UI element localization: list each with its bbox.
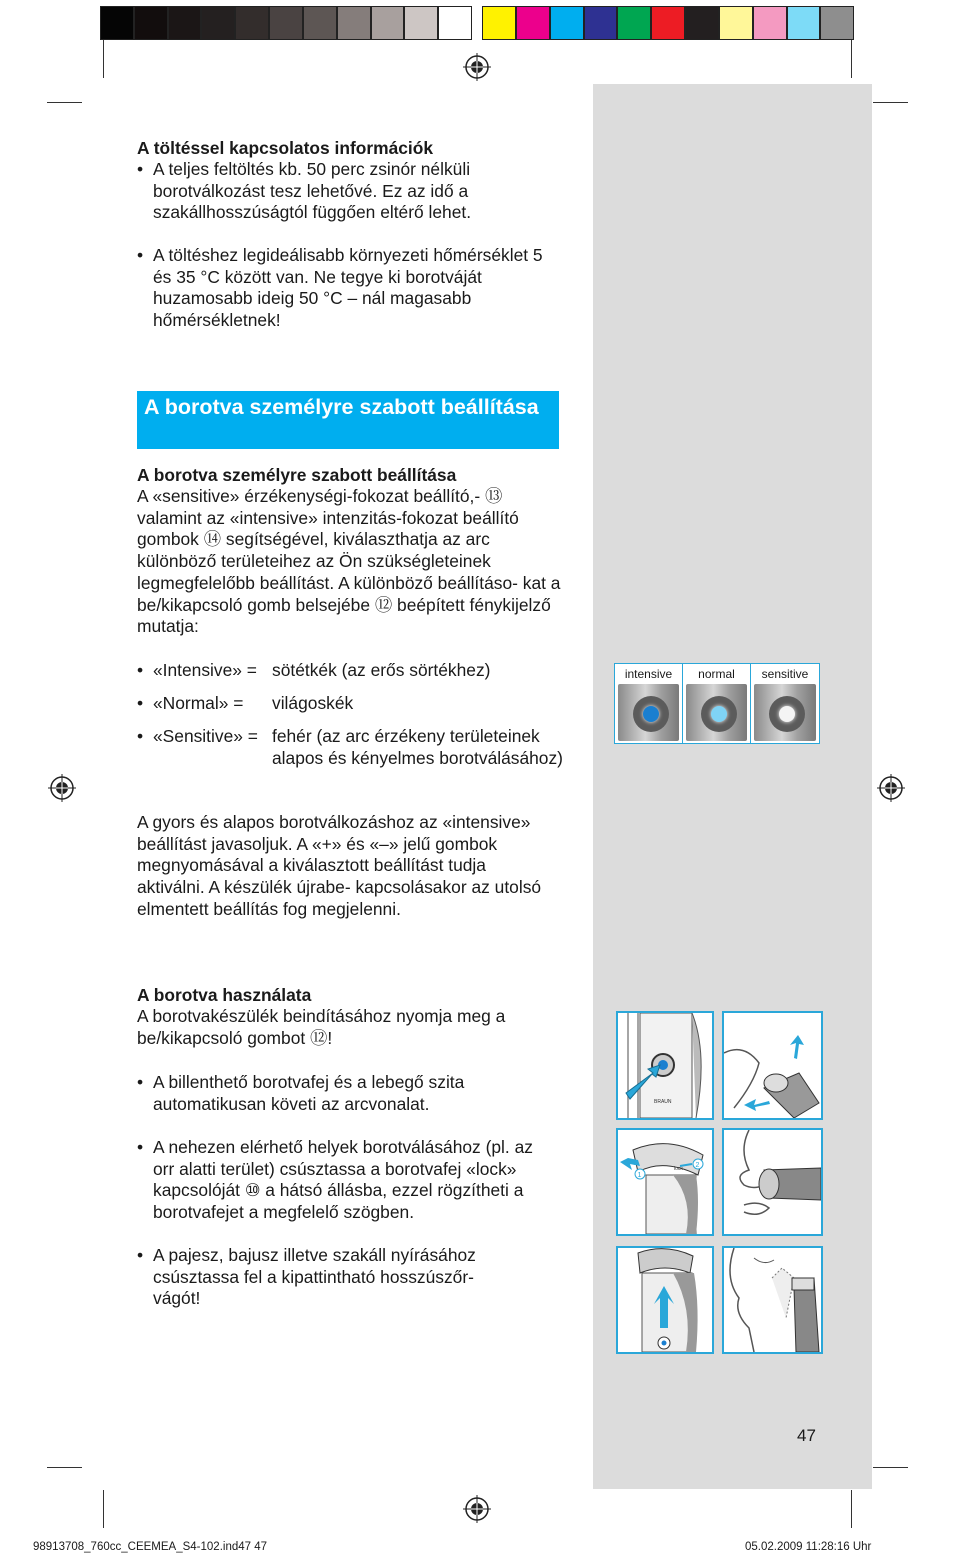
face-nose-icon bbox=[724, 1130, 821, 1234]
swatch-gap bbox=[472, 6, 482, 42]
footer-timestamp: 05.02.2009 11:28:16 Uhr bbox=[745, 1541, 872, 1553]
color-swatch bbox=[787, 6, 821, 40]
illustration-lock-switch bbox=[616, 1128, 714, 1236]
setting-definition: fehér (az arc érzékeny területeinek alapos és kényelmes borotválásához) bbox=[272, 726, 563, 768]
page-number: 47 bbox=[797, 1426, 816, 1445]
step-number: 2 bbox=[695, 1162, 700, 1169]
registration-mark-icon bbox=[877, 774, 905, 802]
registration-mark-icon bbox=[463, 1495, 491, 1523]
indicator-label: normal bbox=[698, 667, 735, 681]
section-heading bbox=[137, 391, 559, 449]
switch-ring bbox=[769, 696, 805, 732]
personal-setting-title: A borotva személyre szabott beállítása bbox=[137, 465, 457, 485]
crop-mark bbox=[47, 102, 82, 103]
bullet-text: A billenthető borotvafej és a lebegő szita automatikusan követi az arcvonalat. bbox=[153, 1072, 465, 1114]
brand-label: BRAUN bbox=[654, 1099, 672, 1105]
color-swatch bbox=[168, 6, 202, 40]
indicator-light-panel bbox=[614, 663, 820, 744]
illustration-under-nose bbox=[722, 1128, 823, 1236]
setting-term: «Sensitive» = bbox=[153, 726, 258, 746]
color-calibration-bar bbox=[100, 6, 854, 42]
registration-mark-icon bbox=[48, 774, 76, 802]
color-swatch bbox=[134, 6, 168, 40]
crop-mark bbox=[103, 1490, 104, 1528]
bullet-text: A töltéshez legideálisabb környezeti hőmérséklet 5 és 35 °C között van. Ne tegye ki borotváját huzamosabb ideig 50 °C – nál magasabb hőmérsékletnek! bbox=[153, 245, 543, 331]
footer-file-info: 98913708_760cc_CEEMEA_S4-102.ind47 47 bbox=[33, 1541, 268, 1553]
color-swatch bbox=[371, 6, 405, 40]
switch-illustration bbox=[754, 684, 816, 741]
bullet-text: A nehezen elérhető helyek borotválásához (pl. az orr alatti terület) csúsztassa a borotvafej «lock» kapcsolóját ⑩ a hátsó állásba, ezzel rögzítheti a borotvafejet a megfelelő szögben. bbox=[153, 1137, 533, 1223]
color-swatch bbox=[235, 6, 269, 40]
bullet-dot: • bbox=[137, 1137, 144, 1157]
registration-mark-icon bbox=[463, 53, 491, 81]
setting-definition: világoskék bbox=[272, 693, 354, 713]
color-swatch bbox=[100, 6, 134, 40]
usage-title: A borotva használata bbox=[137, 985, 312, 1005]
illustration-trimmer-slide bbox=[616, 1246, 714, 1354]
indicator-cell-sensitive bbox=[751, 664, 819, 743]
indicator-light bbox=[643, 706, 659, 722]
switch-illustration bbox=[686, 684, 747, 741]
bullet-dot: • bbox=[137, 1072, 144, 1092]
color-swatch bbox=[550, 6, 584, 40]
indicator-cell-normal bbox=[683, 664, 751, 743]
personal-setting-paragraph: A «sensitive» érzékenységi-fokozat beállító,- ⑬ valamint az «intensive» intenzitás-fokozat beállító gombok ⑭ segítségével, kiválaszthatja az arc különböző területeihez az Ön szükségleteinek legmegfelelőbb beállítást. A különböző beállításo- kat a be/kikapcsoló gomb belsejébe ⑫ beépített fénykijelző mutatja: bbox=[137, 486, 561, 637]
switch-ring bbox=[633, 696, 669, 732]
bullet-dot: • bbox=[137, 1245, 144, 1265]
setting-term: «Normal» = bbox=[153, 693, 244, 713]
color-swatch bbox=[482, 6, 516, 40]
color-swatch bbox=[584, 6, 618, 40]
usage-paragraph: A borotvakészülék beindításához nyomja meg a be/kikapcsoló gombot ⑫! bbox=[137, 1006, 506, 1048]
bullet-dot: • bbox=[137, 726, 144, 746]
indicator-cell-intensive bbox=[615, 664, 683, 743]
crop-mark bbox=[103, 40, 104, 78]
color-swatch bbox=[516, 6, 550, 40]
color-swatch bbox=[201, 6, 235, 40]
crop-mark bbox=[851, 1490, 852, 1528]
indicator-label: intensive bbox=[624, 667, 673, 681]
color-swatch bbox=[303, 6, 337, 40]
switch-illustration bbox=[618, 684, 679, 741]
illustration-pivot-head bbox=[722, 1011, 823, 1120]
shaver-lock-icon bbox=[618, 1130, 712, 1234]
shaver-trimmer-icon bbox=[618, 1248, 712, 1352]
bullet-dot: • bbox=[137, 159, 144, 179]
indicator-label: sensitive bbox=[761, 667, 809, 681]
color-swatch bbox=[753, 6, 787, 40]
crop-mark bbox=[873, 102, 908, 103]
lock-label: lock bbox=[674, 1166, 683, 1172]
indicator-light bbox=[711, 706, 727, 722]
section-heading-text: A borotva személyre szabott beállítása bbox=[144, 395, 539, 419]
color-swatch bbox=[651, 6, 685, 40]
illustration-press-switch bbox=[616, 1011, 714, 1120]
setting-definition: sötétkék (az erős sörtékhez) bbox=[272, 660, 491, 680]
color-swatch bbox=[685, 6, 719, 40]
color-swatch bbox=[719, 6, 753, 40]
color-swatch bbox=[269, 6, 303, 40]
crop-mark bbox=[47, 1467, 82, 1468]
step-number: 1 bbox=[637, 1172, 642, 1179]
face-shaving-icon bbox=[724, 1013, 821, 1118]
illustration-sideburns bbox=[722, 1246, 823, 1354]
color-swatch bbox=[617, 6, 651, 40]
shaver-front-icon bbox=[618, 1013, 712, 1118]
bullet-text: A teljes feltöltés kb. 50 perc zsinór nélküli borotválkozást tesz lehetővé. Ez az idő a szakállhosszúságtól függően eltérő lehet. bbox=[153, 159, 472, 223]
color-swatch bbox=[404, 6, 438, 40]
bullet-dot: • bbox=[137, 693, 144, 713]
bullet-dot: • bbox=[137, 245, 144, 265]
bullet-text: A pajesz, bajusz illetve szakáll nyírásához csúsztassa fel a kipattintható hosszúszőr- vágót! bbox=[153, 1245, 476, 1309]
switch-ring bbox=[701, 696, 737, 732]
crop-mark bbox=[873, 1467, 908, 1468]
recommendation-paragraph: A gyors és alapos borotválkozáshoz az «intensive» beállítást javasoljuk. A «+» és «–» jelű gombok megnyomásával a kiválasztott beállítást tudja aktiválni. A készülék újrabe- kapcsolásakor az utolsó elmentett beállítás fog megjelenni. bbox=[137, 812, 542, 919]
charging-info-title: A töltéssel kapcsolatos információk bbox=[137, 138, 434, 158]
crop-mark bbox=[851, 40, 852, 78]
bullet-dot: • bbox=[137, 660, 144, 680]
face-sideburn-icon bbox=[724, 1248, 821, 1352]
indicator-light bbox=[779, 706, 795, 722]
setting-term: «Intensive» = bbox=[153, 660, 257, 680]
color-swatch bbox=[820, 6, 854, 40]
color-swatch bbox=[438, 6, 472, 40]
color-swatch bbox=[337, 6, 371, 40]
